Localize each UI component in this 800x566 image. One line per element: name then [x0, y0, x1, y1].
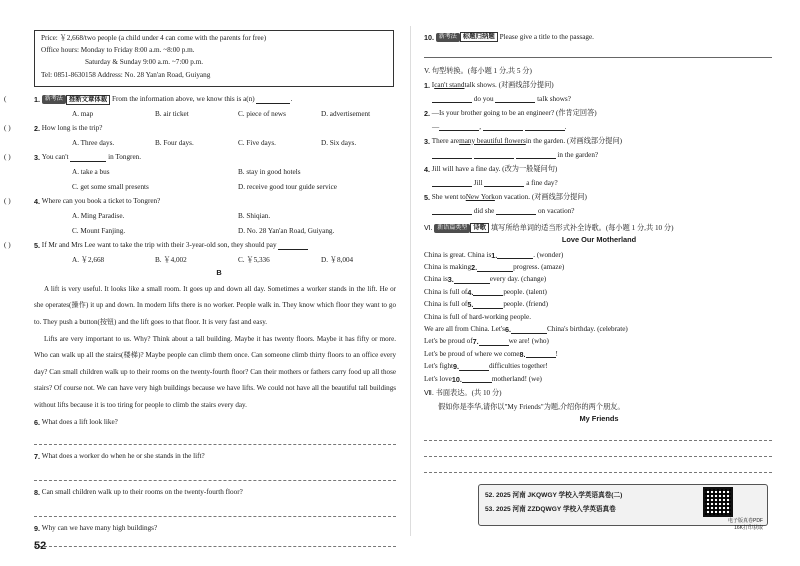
- sentence-part: talk shows. (对画线部分提问): [464, 80, 554, 89]
- reading-passage: [34, 281, 404, 414]
- underlined-phrase: New York: [465, 192, 495, 201]
- tel-address-line: Tel: 0851-8630158 Address: No. 28 Yan'an Road, Guiyang: [41, 70, 211, 79]
- sentence-part: I: [431, 80, 435, 89]
- right-column: [424, 30, 774, 473]
- question-3: [4, 151, 404, 165]
- question-number: 2.: [34, 124, 40, 134]
- answer-blank[interactable]: [462, 375, 492, 383]
- transform-5: [424, 190, 774, 204]
- poem-text: China is full of: [424, 287, 468, 296]
- sentence-part: in the garden. (对画线部分提问): [525, 136, 623, 145]
- option-b[interactable]: B. Four days.: [155, 138, 194, 147]
- question-number: 3.: [34, 153, 40, 163]
- underlined-phrase: can't stand: [434, 80, 465, 89]
- answer-blank[interactable]: [516, 151, 556, 159]
- poem-text: progress. (amaze): [513, 263, 565, 272]
- answer-word: a fine day?: [526, 178, 558, 187]
- question-stem: How long is the trip?: [41, 124, 103, 133]
- poem-text: !: [555, 349, 558, 358]
- options-3b: [34, 180, 404, 195]
- new-method-tag: 新考法: [42, 95, 66, 104]
- answer-blank[interactable]: [432, 207, 472, 215]
- writing-line[interactable]: [424, 440, 772, 441]
- sentence-part: Jill will have a fine day. (改为一般疑问句): [431, 164, 558, 173]
- passage-paragraph-2: Lifts are very important to us. Why? Think about a tall building. Maybe it has twenty floors. Maybe it has fifty or more. Who can walk up all the stairs(楼梯)? Maybe people can climb them once. Can someone climb thirty floors to an office every day? Can small children walk up to their rooms on the twenty-fourth floor? Can their mothers or fathers carry food up all those stairs? Of course not. We can have very high buildings because we have lifts. We could not have all the beautiful tall buildings without lifts because it is too tiring for people to climb the stairs every day.: [34, 334, 396, 409]
- section-7-heading: [424, 386, 774, 400]
- options-4a: [34, 209, 404, 224]
- answer-blank[interactable]: [459, 363, 489, 371]
- answer-blank[interactable]: [454, 276, 490, 284]
- poem-line: [424, 323, 774, 335]
- option-a[interactable]: A. take a bus: [72, 167, 110, 176]
- prompt-text: 假如你是李华,请你以"My Friends"为题,介绍你的两个朋友。: [438, 402, 625, 411]
- answer-line-7[interactable]: [34, 480, 396, 481]
- answer-line-6[interactable]: [34, 444, 396, 445]
- sentence-part: There are: [431, 136, 460, 145]
- question-2: [4, 122, 404, 136]
- option-a[interactable]: A. ￥2,668: [72, 255, 105, 264]
- answer-blank[interactable]: [496, 207, 536, 215]
- writing-line[interactable]: [424, 472, 772, 473]
- transform-2-answer: [424, 120, 774, 134]
- poem-text: Let's fight: [424, 362, 454, 371]
- question-4: [4, 195, 404, 209]
- option-b[interactable]: B. stay in good hotels: [238, 167, 301, 176]
- question-text: Please give a title to the passage.: [499, 32, 594, 41]
- option-c[interactable]: C. Mount Fanjing.: [72, 226, 126, 235]
- transform-3: [424, 134, 774, 148]
- sentence-part: —Is your brother going to be an engineer? (作肯定回答): [431, 108, 597, 117]
- poem-text: people. (friend): [503, 300, 549, 309]
- answer-paren[interactable]: ( ): [4, 153, 11, 162]
- question-stem: From the information above, we know this is a(n): [111, 95, 255, 104]
- option-a[interactable]: A. Three days.: [72, 138, 115, 147]
- answer-line-10[interactable]: [424, 57, 772, 58]
- options-4b: [34, 224, 404, 239]
- answer-blank[interactable]: [473, 288, 503, 296]
- question-10: [424, 30, 774, 44]
- question-number: 7.: [34, 452, 40, 461]
- option-d[interactable]: D. receive good tour guide service: [238, 182, 337, 191]
- answer-blank[interactable]: [497, 251, 533, 259]
- option-c[interactable]: C. piece of news: [238, 109, 286, 118]
- promo-box: [478, 484, 768, 531]
- answer-paren[interactable]: ( ): [4, 124, 11, 133]
- sentence-part: on vacation. (对画线部分提问): [494, 192, 587, 201]
- answer-blank[interactable]: [432, 151, 472, 159]
- blank-number: 2.: [471, 263, 478, 273]
- answer-word: Jill: [473, 178, 483, 187]
- options-2: [34, 136, 404, 151]
- answer-paren[interactable]: ( ): [4, 241, 11, 250]
- options-1: [34, 107, 404, 122]
- question-number: 1.: [34, 95, 40, 105]
- qr-caption-line-2: 16K打印获取: [734, 524, 763, 531]
- poem-text: . (wonder): [533, 250, 564, 259]
- poem-text: difficulties together!: [489, 362, 548, 371]
- question-number: 4.: [34, 197, 40, 207]
- question-text: Why can we have many high buildings?: [41, 524, 158, 532]
- item-number: 5.: [424, 192, 430, 202]
- answer-word: did she: [473, 206, 495, 215]
- answer-word: ,: [479, 122, 481, 131]
- price-line: Price: ￥2,668/two people (a child under 4 can come with the parents for free): [41, 34, 267, 42]
- poem-line: [424, 299, 774, 311]
- promo-title: 2025 河南 JKQWGY 学校入学英语真卷(二): [496, 491, 623, 499]
- poem-line: [424, 336, 774, 348]
- section-title: Ⅶ. 书面表达。(共 10 分): [424, 388, 502, 397]
- hours-weekday-line: Office hours: Monday to Friday 8:00 a.m. ~8:00 p.m.: [41, 46, 195, 55]
- blank-number: 3.: [447, 275, 454, 285]
- blank-number: 8.: [519, 349, 526, 359]
- poem-line: [424, 274, 774, 286]
- question-1: ( 1. 新考法 推断文章体裁 From the information above, we know this is a(n) .: [4, 95, 293, 105]
- poem-text: motherland! (we): [491, 374, 542, 383]
- answer-word: do you: [473, 94, 494, 103]
- option-b[interactable]: B. air ticket: [155, 109, 189, 118]
- option-c[interactable]: C. get some small presents: [72, 182, 149, 191]
- blank-number: 6.: [504, 325, 511, 335]
- option-d[interactable]: D. ￥8,004: [321, 255, 354, 264]
- essay-title: My Friends: [579, 414, 619, 424]
- transform-1: [424, 78, 774, 92]
- answer-blank[interactable]: [432, 179, 472, 187]
- question-9: [34, 521, 404, 537]
- trip-info-box: [34, 30, 394, 87]
- qr-caption: [671, 518, 763, 531]
- underlined-phrase: many beautiful flowers: [459, 136, 526, 145]
- answer-blank[interactable]: [479, 338, 509, 346]
- passage-paragraph-1: A lift is very useful. It looks like a small room. It goes up and down all day. Sometimes a worker stands in the lift. He or she operates(操作) it up and down. In modern lifts there is no worker. People walk in. They know which floor they want to go to. They push a button(按钮) and the lift goes to that floor. It is very fast and easy.: [34, 284, 396, 326]
- answer-line-8[interactable]: [34, 516, 396, 517]
- question-stem: If Mr and Mrs Lee want to take the trip with their 3-year-old son, they should pay: [41, 241, 277, 250]
- option-a[interactable]: A. map: [72, 109, 94, 118]
- section-title: V. 句型转换。(每小题 1 分,共 5 分): [424, 66, 532, 75]
- question-7: [34, 449, 404, 465]
- section-6-heading: [424, 221, 774, 235]
- writing-line[interactable]: [424, 456, 772, 457]
- question-number: 10.: [424, 32, 434, 42]
- section-title: 填写所给单词的适当形式补全诗歌。(每小题 1 分,共 10 分): [490, 223, 674, 232]
- new-method-tag: 新考法: [436, 33, 460, 42]
- poem-line: [424, 249, 774, 261]
- answer-blank[interactable]: [477, 264, 513, 272]
- poem-text: Let's love: [424, 374, 452, 383]
- item-number: 4.: [424, 164, 430, 174]
- question-stem-end: in Tongren.: [108, 153, 142, 162]
- question-8: [34, 485, 404, 501]
- answer-paren[interactable]: (: [4, 95, 7, 104]
- open-questions: [34, 416, 404, 547]
- new-text-type-tag: 新语篇类型: [434, 224, 470, 233]
- answer-blank[interactable]: [511, 326, 547, 334]
- question-number: 9.: [34, 524, 40, 533]
- option-d[interactable]: D. advertisement: [321, 109, 371, 118]
- qr-code-icon[interactable]: [703, 487, 733, 517]
- answer-blank[interactable]: [256, 96, 290, 104]
- transform-5-answer: [424, 204, 774, 218]
- blank-number: 4.: [467, 287, 474, 297]
- promo-number: 53.: [485, 505, 495, 513]
- answer-word: —: [432, 122, 440, 131]
- answer-paren[interactable]: ( ): [4, 197, 11, 206]
- answer-word: .: [564, 122, 567, 131]
- blank-number: 7.: [472, 337, 479, 347]
- question-text: Can small children walk up to their rooms on the twenty-fourth floor?: [41, 488, 243, 496]
- poem-line: [424, 373, 774, 385]
- question-number: 8.: [34, 488, 40, 497]
- option-c[interactable]: C. Five days.: [238, 138, 276, 147]
- question-number: 6.: [34, 417, 40, 427]
- poem-line: [424, 286, 774, 298]
- transform-2: [424, 106, 774, 120]
- option-c[interactable]: C. ￥5,336: [238, 255, 270, 264]
- poem-tag: 诗歌: [470, 223, 489, 233]
- blank-number: 10.: [451, 374, 462, 384]
- item-number: 3.: [424, 136, 430, 146]
- answer-blank[interactable]: [495, 95, 535, 103]
- section-5-heading: [424, 64, 774, 78]
- question-6: [34, 416, 404, 429]
- blank-number: 9.: [453, 362, 460, 372]
- option-d[interactable]: D. No. 28 Yan'an Road, Guiyang.: [238, 226, 335, 235]
- poem-line: [424, 348, 774, 360]
- question-text: What does a lift look like?: [41, 417, 118, 426]
- poem-line: [424, 311, 774, 323]
- poem-text: every day. (change): [489, 275, 547, 284]
- options-5: [34, 253, 404, 268]
- answer-blank[interactable]: [473, 301, 503, 309]
- poem-title: Love Our Motherland: [561, 235, 637, 244]
- question-stem: Where can you book a ticket to Tongren?: [41, 197, 161, 206]
- column-divider: [410, 26, 411, 536]
- answer-word: on vacation?: [537, 206, 575, 215]
- answer-blank[interactable]: [70, 154, 106, 162]
- writing-prompt: [424, 400, 774, 414]
- question-5: [4, 239, 404, 253]
- poem-line: [424, 261, 774, 273]
- section-b-heading: B: [216, 267, 222, 277]
- answer-word: talk shows?: [537, 94, 571, 103]
- poem-text: Let's be proud of: [424, 337, 473, 346]
- answer-blank[interactable]: [278, 242, 308, 250]
- answer-blank[interactable]: [525, 123, 565, 131]
- poem: [424, 249, 774, 385]
- sentence-part: She went to: [431, 192, 466, 201]
- answer-blank[interactable]: [439, 123, 479, 131]
- answer-blank[interactable]: [432, 95, 472, 103]
- option-b[interactable]: B. ￥4,002: [155, 255, 187, 264]
- answer-blank[interactable]: [483, 123, 523, 131]
- question-text: What does a worker do when he or she stands in the lift?: [41, 452, 205, 460]
- transform-4-answer: [424, 176, 774, 190]
- option-d[interactable]: D. Six days.: [321, 138, 357, 147]
- promo-number: 52.: [485, 491, 495, 499]
- section-number: Ⅵ.: [424, 223, 433, 232]
- poem-text: China is: [424, 275, 448, 284]
- poem-text: China is full of: [424, 300, 468, 309]
- item-number: 2.: [424, 108, 430, 118]
- answer-line-9[interactable]: [34, 546, 396, 547]
- page-number: 52: [34, 540, 47, 552]
- question-stem: You can't: [41, 153, 69, 162]
- transform-1-answer: [424, 92, 774, 106]
- poem-text: We are all from China. Let's: [424, 325, 505, 334]
- answer-blank[interactable]: [474, 151, 514, 159]
- question-type-tag: 推断文章体裁: [66, 95, 110, 105]
- answer-word: in the garden?: [557, 150, 599, 159]
- transform-4: [424, 162, 774, 176]
- blank-number: 5.: [467, 300, 474, 310]
- left-column: [4, 30, 404, 547]
- poem-text: China's birthday. (celebrate): [546, 325, 628, 334]
- question-number: 5.: [34, 241, 40, 251]
- blank-number: 1.: [491, 250, 498, 260]
- poem-text: we are! (who): [508, 337, 549, 346]
- option-a[interactable]: A. Ming Paradise.: [72, 211, 125, 220]
- poem-text: China is great. China is: [424, 250, 492, 259]
- hours-weekend-line: Saturday & Sunday 9:00 a.m. ~7:00 p.m.: [85, 58, 204, 67]
- poem-text: people. (talent): [503, 287, 547, 296]
- poem-text: China is full of hard-working people.: [424, 312, 531, 321]
- poem-line: [424, 361, 774, 373]
- poem-text: Let's be proud of where we come: [424, 349, 520, 358]
- promo-title: 2025 河南 ZZDQWGY 学校入学英语真卷: [496, 505, 616, 513]
- poem-text: China is making: [424, 263, 472, 272]
- answer-blank[interactable]: [484, 179, 524, 187]
- qr-caption-line-1: 电子版真卷PDF: [727, 518, 763, 524]
- item-number: 1.: [424, 80, 430, 90]
- question-type-tag: 标题归纳题: [460, 32, 498, 42]
- option-b[interactable]: B. Shiqian.: [238, 211, 271, 220]
- answer-blank[interactable]: [526, 350, 556, 358]
- transform-3-answer: [424, 148, 774, 162]
- options-3a: [34, 165, 404, 180]
